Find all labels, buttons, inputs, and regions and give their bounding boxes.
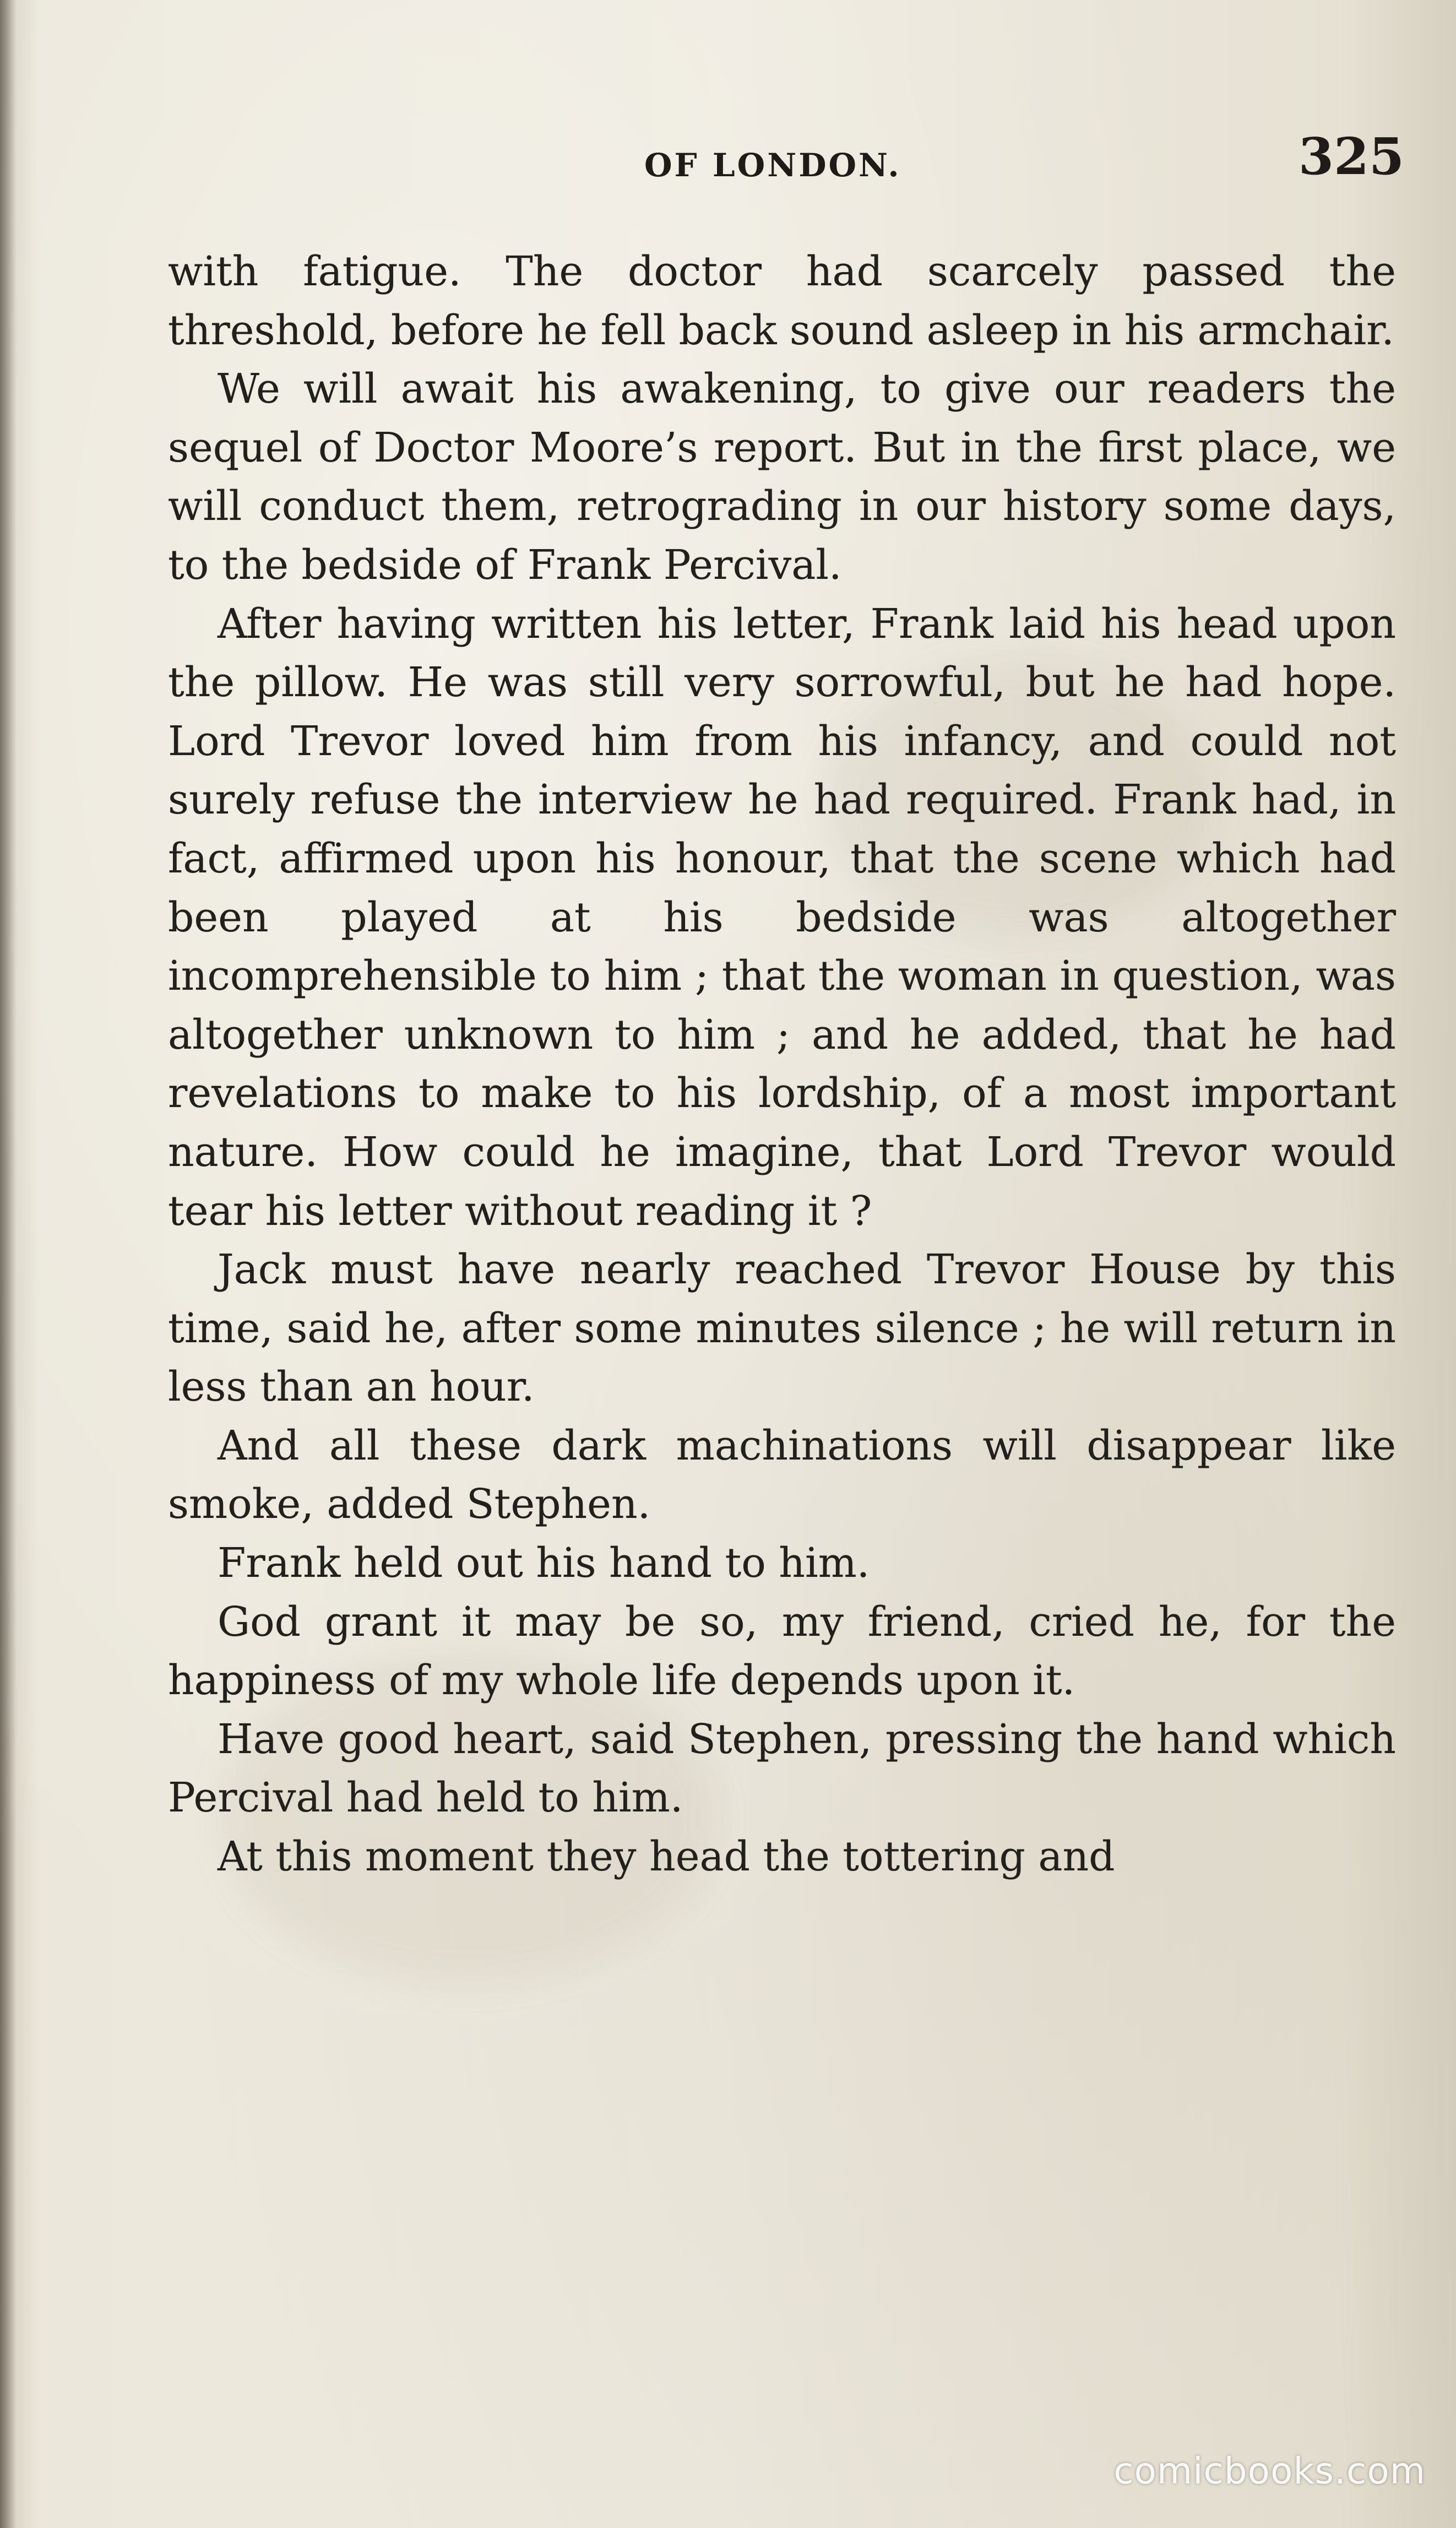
spine-shadow xyxy=(0,0,17,2528)
page-number: 325 xyxy=(1298,127,1404,186)
body-text xyxy=(168,242,1396,1886)
running-head: OF LONDON. xyxy=(644,147,901,184)
watermark: comicbooks.com xyxy=(1113,2450,1426,2492)
paragraph: with fatigue. The doctor had scarcely passed the threshold, before he fell back sound asleep in his armchair. xyxy=(168,248,1396,354)
paragraph: Frank held out his hand to him. xyxy=(218,1539,870,1587)
paragraph: We will await his awakening, to give our readers the sequel of Doctor Moore’s report. But in the first place, we will conduct them, retrograding in our history some days, to the bedside of Frank Percival. xyxy=(168,365,1396,589)
paragraph: At this moment they head the tottering and xyxy=(218,1833,1115,1881)
paragraph: God grant it may be so, my friend, cried he, for the happiness of my whole life depends upon it. xyxy=(168,1598,1396,1705)
paragraph: And all these dark machinations will disappear like smoke, added Stephen. xyxy=(168,1422,1396,1528)
paragraph: After having written his letter, Frank laid his head upon the pillow. He was still very sorrowful, but he had hope. Lord Trevor loved him from his infancy, and could not surely refuse the interview he had required. Frank had, in fact, affirmed upon his honour, that the scene which had been played at his bedside was altogether incomprehensible to him ; that the woman in question, was altogether unknown to him ; and he added, that he had revelations to make to his lordship, of a most important nature. How could he imagine, that Lord Trevor would tear his letter without reading it ? xyxy=(168,600,1396,1235)
page-header xyxy=(160,127,1404,198)
paragraph: Jack must have nearly reached Trevor House by this time, said he, after some minutes silence ; he will return in less than an hour. xyxy=(168,1246,1396,1411)
paragraph: Have good heart, said Stephen, pressing the hand which Percival had held to him. xyxy=(168,1715,1396,1822)
